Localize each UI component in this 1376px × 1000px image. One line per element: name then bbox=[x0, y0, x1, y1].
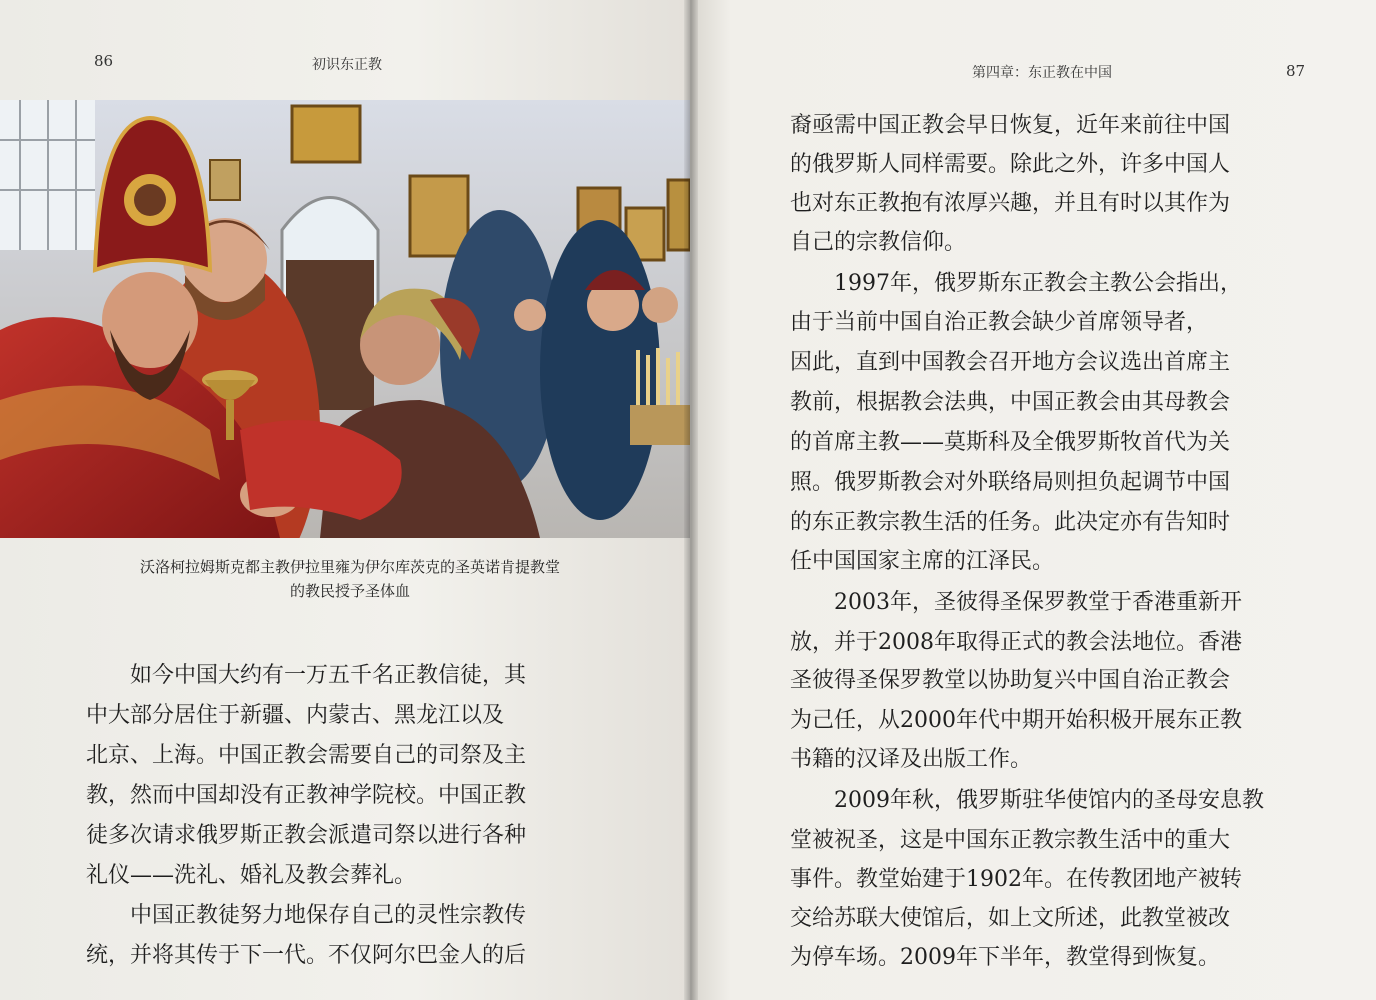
body-line: 如今中国大约有一万五千名正教信徒，其 bbox=[130, 663, 527, 688]
body-line: 为己任，从2000年代中期开始积极开展东正教 bbox=[790, 708, 1242, 733]
body-line: 教前，根据教会法典，中国正教会由其母教会 bbox=[790, 390, 1231, 415]
body-line: 2009年秋，俄罗斯驻华使馆内的圣母安息教 bbox=[834, 788, 1264, 813]
page-number-right: 87 bbox=[1286, 62, 1306, 80]
body-line: 的首席主教——莫斯科及全俄罗斯牧首代为关 bbox=[790, 430, 1231, 455]
page-number-left: 86 bbox=[94, 52, 114, 70]
body-line: 自己的宗教信仰。 bbox=[790, 230, 967, 255]
body-line: 2003年，圣彼得圣保罗教堂于香港重新开 bbox=[834, 590, 1242, 615]
body-line: 徒多次请求俄罗斯正教会派遣司祭以进行各种 bbox=[86, 823, 527, 848]
church-communion-photo bbox=[0, 100, 690, 538]
body-line: 因此，直到中国教会召开地方会议选出首席主 bbox=[790, 350, 1231, 375]
right-page bbox=[690, 0, 1376, 1000]
body-line: 书籍的汉译及出版工作。 bbox=[790, 747, 1033, 772]
photo-caption bbox=[70, 555, 630, 603]
caption-line-2: 的教民授予圣体血 bbox=[289, 582, 410, 600]
body-line: 为停车场。2009年下半年，教堂得到恢复。 bbox=[790, 945, 1220, 970]
running-head-left: 初识东正教 bbox=[312, 57, 382, 73]
body-line: 1997年，俄罗斯东正教会主教公会指出， bbox=[834, 271, 1242, 296]
body-line: 圣彼得圣保罗教堂以协助复兴中国自治正教会 bbox=[790, 668, 1231, 693]
body-line: 统，并将其传于下一代。不仅阿尔巴金人的后 bbox=[86, 943, 527, 968]
body-line: 也对东正教抱有浓厚兴趣，并且有时以其作为 bbox=[790, 191, 1231, 216]
body-line: 事件。教堂始建于1902年。在传教团地产被转 bbox=[790, 867, 1242, 892]
body-line: 的东正教宗教生活的任务。此决定亦有告知时 bbox=[790, 510, 1231, 535]
body-line: 中国正教徒努力地保存自己的灵性宗教传 bbox=[130, 903, 527, 928]
body-line: 教，然而中国却没有正教神学院校。中国正教 bbox=[86, 783, 527, 808]
body-line: 放，并于2008年取得正式的教会法地位。香港 bbox=[790, 630, 1242, 655]
body-line: 由于当前中国自治正教会缺少首席领导者， bbox=[790, 310, 1209, 335]
body-line: 礼仪——洗礼、婚礼及教会葬礼。 bbox=[86, 863, 417, 888]
photo-icon bbox=[0, 100, 690, 538]
body-line: 中大部分居住于新疆、内蒙古、黑龙江以及 bbox=[86, 703, 505, 728]
book-gutter bbox=[684, 0, 698, 1000]
caption-line-1: 沃洛柯拉姆斯克都主教伊拉里雍为伊尔库茨克的圣英诺肯提教堂 bbox=[139, 558, 560, 576]
body-line: 的俄罗斯人同样需要。除此之外，许多中国人 bbox=[790, 152, 1231, 177]
body-line: 任中国国家主席的江泽民。 bbox=[790, 549, 1055, 574]
body-line: 堂被祝圣，这是中国东正教宗教生活中的重大 bbox=[790, 828, 1231, 853]
running-head-right: 第四章：东正教在中国 bbox=[972, 65, 1112, 81]
body-line: 裔亟需中国正教会早日恢复，近年来前往中国 bbox=[790, 113, 1231, 138]
body-line: 交给苏联大使馆后，如上文所述，此教堂被改 bbox=[790, 906, 1231, 931]
body-line: 照。俄罗斯教会对外联络局则担负起调节中国 bbox=[790, 470, 1231, 495]
body-line: 北京、上海。中国正教会需要自己的司祭及主 bbox=[86, 743, 527, 768]
